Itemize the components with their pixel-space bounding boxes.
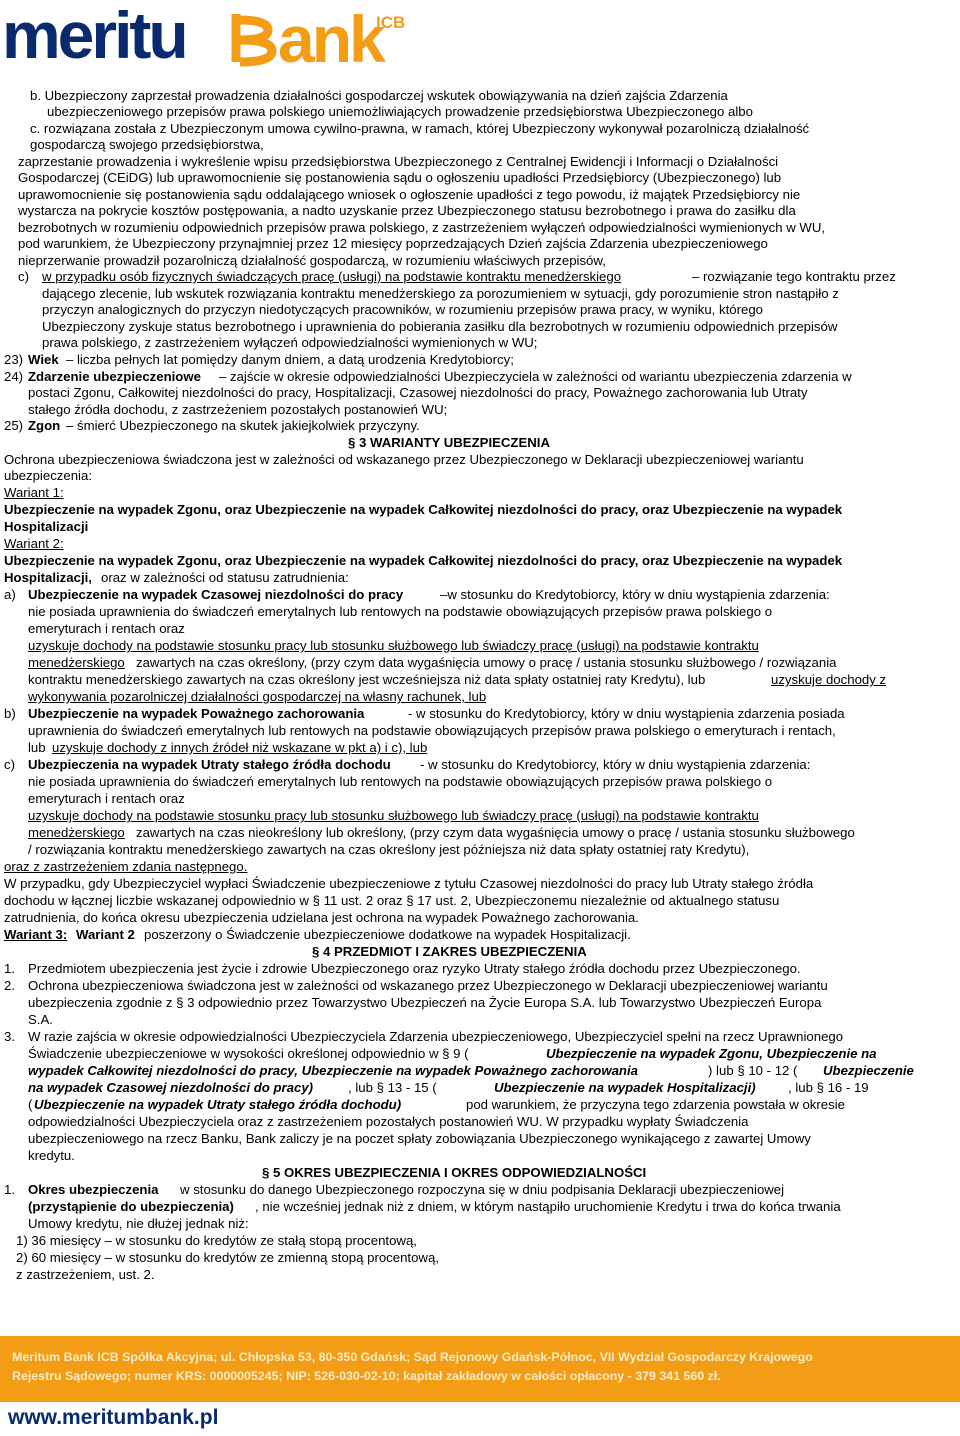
- text-line: Ubezpieczenie na wypadek Utraty stałego źródła dochodu): [34, 1097, 402, 1112]
- text-line: kredytu.: [28, 1148, 75, 1163]
- text-line: Ubezpieczenie na wypadek Zgonu, oraz Ubezpieczenie na wypadek Całkowitej niezdolności do pracy, oraz Ubezpieczenie na wypadek: [4, 553, 843, 568]
- term: Wariant 2: [76, 927, 135, 942]
- footer-line-2: Rejestru Sądowego; numer KRS: 0000005245; NIP: 526-030-02-10; kapitał zakładowy w całości opłacony - 379 341 560 zł.: [12, 1369, 721, 1383]
- text-line: kontraktu menedżerskiego zawartych na czas określony jest wcześniejsza niż data spłaty ostatniej raty Kredytu), lub: [28, 672, 706, 687]
- text-line: Przedmiotem ubezpieczenia jest życie i zdrowie Ubezpieczonego oraz ryzyko Utraty stałego źródła dochodu przez Ubezpieczonego.: [28, 961, 801, 976]
- logo-badge: ICB: [376, 13, 406, 32]
- text-line: , nie wcześniej jednak niż z dniem, w którym nastąpiło uruchomienie Kredytu i trwa do końca trwania: [255, 1199, 841, 1214]
- footer-band: [0, 1336, 960, 1402]
- text-line: bezrobotnych w rozumieniu odpowiednich przepisów prawa polskiego, z zastrzeżeniem wyłączeń odpowiedzialności wymienionych w WU,: [18, 220, 826, 235]
- text-line: Ubezpieczony zyskuje status bezrobotnego i uprawnienia do pobierania zasiłku dla bezrobotnych w rozumieniu odpowiednich przepisów: [42, 319, 838, 334]
- term: Ubezpieczenie na wypadek Poważnego zachorowania: [28, 706, 365, 721]
- text-line: prawa polskiego, z zastrzeżeniem wyłączeń odpowiedzialności wymienionych w WU;: [42, 335, 538, 350]
- footer-url-link[interactable]: www.meritumbank.pl: [8, 1406, 219, 1429]
- text-line: W przypadku, gdy Ubezpieczyciel wypłaci Świadczenie ubezpieczeniowe z tytułu Czasowej niezdolności do pracy lub Utraty stałego źródła: [4, 876, 814, 891]
- text-line: Ochrona ubezpieczeniowa świadczona jest w zależności od wskazanego przez Ubezpieczonego w Deklaracji ubezpieczeniowej wariantu: [28, 978, 828, 993]
- text-line: ) lub § 10 - 12 (: [708, 1063, 798, 1078]
- text-line: pod warunkiem, że przyczyna tego zdarzenia powstała w okresie: [466, 1097, 845, 1112]
- list-marker: c): [18, 269, 29, 284]
- text-line: Ubezpieczenie: [823, 1063, 914, 1078]
- section-heading: § 3 WARIANTY UBEZPIECZENIA: [348, 435, 550, 450]
- list-marker: a): [4, 587, 16, 602]
- text-line: – śmierć Ubezpieczonego na skutek jakiejkolwiek przyczyny.: [66, 418, 420, 433]
- text-line: uprawomocnienie się postanowienia sądu oddalającego wniosek o ogłoszenie upadłości z tego powodu, iż majątek Przedsiębiorcy nie: [18, 187, 801, 202]
- text-line: - w stosunku do Kredytobiorcy, który w dniu wystąpienia zdarzenia:: [420, 757, 811, 772]
- text-line: uprawnienia do świadczeń emerytalnych lub rentowych na podstawie obowiązujących przepisów prawa polskiego o emeryturach i rentach,: [28, 723, 836, 738]
- text-line: odpowiedzialności Ubezpieczyciela oraz z zastrzeżeniem pozostałych postanowień WU. W przypadku wypłaty Świadczenia: [28, 1114, 749, 1129]
- text-line: gospodarczą swojego przedsiębiorstwa,: [30, 137, 264, 152]
- text-line: uzyskuje dochody na podstawie stosunku pracy lub stosunku służbowego lub świadczy pracę (usługi) na podstawie kontraktu: [28, 638, 759, 653]
- text-line: – liczba pełnych lat pomiędzy danym dniem, a datą urodzenia Kredytobiorcy;: [66, 352, 514, 367]
- text-line: nieprzerwanie prowadził pozarolniczą działalność gospodarczą, w rozumieniu właściwych przepisów,: [18, 253, 606, 268]
- text-line: w przypadku osób fizycznych świadczących pracę (usługi) na podstawie kontraktu menedżerskiego: [42, 269, 622, 284]
- text-line: dochodu w łącznej liczbie wskazanej odpowiednio w § 11 ust. 2 oraz § 17 ust. 2, Ubezpieczonemu niezależnie od aktualnego statusu: [4, 893, 780, 908]
- text-line: menedżerskiego: [28, 655, 125, 670]
- section-heading: § 4 PRZEDMIOT I ZAKRES UBEZPIECZENIA: [312, 944, 587, 959]
- list-item: 2) 60 miesięcy – w stosunku do kredytów ze zmienną stopą procentową,: [16, 1250, 439, 1265]
- list-marker: 24): [4, 369, 24, 384]
- text-line: / rozwiązania kontraktu menedżerskiego zawartych na czas określony jest późniejsza niż data spłaty ostatniej raty Kredytu),: [28, 842, 750, 857]
- term: Zdarzenie ubezpieczeniowe: [28, 369, 201, 384]
- text-line: (: [28, 1097, 33, 1112]
- list-item: 1) 36 miesięcy – w stosunku do kredytów ze stałą stopą procentową,: [16, 1233, 417, 1248]
- text-line: poszerzony o Świadczenie ubezpieczeniowe dodatkowe na wypadek Hospitalizacji.: [144, 927, 631, 942]
- text-line: , lub § 16 - 19: [788, 1080, 869, 1095]
- text-line: postaci Zgonu, Całkowitej niezdolności do pracy, Hospitalizacji, Czasowej niezdolności do pracy, Poważnego zachorowania lub Utraty: [28, 385, 808, 400]
- variant-label: Wariant 2:: [4, 536, 64, 551]
- text-line: nie posiada uprawnienia do świadczeń emerytalnych lub rentowych na podstawie obowiązujących przepisów prawa polskiego o: [28, 774, 773, 789]
- logo-text-ank: ank: [278, 2, 383, 72]
- text-line: wykonywania pozarolniczej działalności gospodarczej na własny rachunek, lub: [28, 689, 487, 704]
- text-line: ubezpieczeniowego przepisów prawa polskiego uniemożliwiających prowadzenie przedsiębiorstwa Ubezpieczonego albo: [47, 104, 753, 119]
- text-line: w stosunku do danego Ubezpieczonego rozpoczyna się w dniu podpisania Deklaracji ubezpieczeniowej: [180, 1182, 785, 1197]
- text-line: z zastrzeżeniem, ust. 2.: [16, 1267, 155, 1282]
- text-line: stałego źródła dochodu, z zastrzeżeniem pozostałych postanowień WU;: [28, 402, 448, 417]
- text-line: Ubezpieczenie na wypadek Zgonu, Ubezpieczenie na: [546, 1046, 877, 1061]
- text-line: lub: [28, 740, 46, 755]
- text-line: c. rozwiązana została z Ubezpieczonym umowa cywilno-prawna, w ramach, której Ubezpieczony wykonywał pozarolniczą działalność: [30, 121, 810, 136]
- text-line: uzyskuje dochody z innych źródeł niż wskazane w pkt a) i c), lub: [52, 740, 428, 755]
- text-line: przyczyn analogicznych do przyczyn niedotyczących pracowników, w rozumieniu przepisów prawa pracy, w wyniku, którego: [42, 302, 763, 317]
- text-line: pod warunkiem, że Ubezpieczony przynajmniej przez 12 miesięcy poprzedzających Dzień zajścia Zdarzenia ubezpieczeniowego: [18, 236, 768, 251]
- text-line: zatrudnienia, do końca okresu ubezpieczenia udzielana jest ochrona na wypadek Poważnego zachorowania.: [4, 910, 639, 925]
- text-line: na wypadek Czasowej niezdolności do pracy): [28, 1080, 314, 1095]
- term: Ubezpieczenia na wypadek Utraty stałego źródła dochodu: [28, 757, 391, 772]
- text-line: zaprzestanie prowadzenia i wykreślenie wpisu przedsiębiorstwa Ubezpieczonego z Centralnej Ewidencji i Informacji o Działalności: [18, 154, 779, 169]
- text-line: Umowy kredytu, nie dłużej jednak niż:: [28, 1216, 249, 1231]
- text-line: wypadek Całkowitej niezdolności do pracy, Ubezpieczenie na wypadek Poważnego zachorowania: [28, 1063, 638, 1078]
- text-line: W razie zajścia w okresie odpowiedzialności Ubezpieczyciela Zdarzenia ubezpieczeniowego, Ubezpieczyciel spełni na rzecz Uprawnionego: [28, 1029, 844, 1044]
- text-line: b. Ubezpieczony zaprzestał prowadzenia działalności gospodarczej wskutek obowiązywania na dzień zajścia Zdarzenia: [30, 88, 728, 103]
- variant-label: Wariant 3:: [4, 927, 68, 942]
- term: Zgon: [28, 418, 61, 433]
- list-marker: 25): [4, 418, 24, 433]
- term: Ubezpieczenie na wypadek Czasowej niezdolności do pracy: [28, 587, 404, 602]
- term: Wiek: [28, 352, 59, 367]
- term: (przystąpienie do ubezpieczenia): [28, 1199, 234, 1214]
- text-line: ubezpieczenia:: [4, 468, 92, 483]
- text-line: nie posiada uprawnienia do świadczeń emerytalnych lub rentowych na podstawie obowiązujących przepisów prawa polskiego o: [28, 604, 773, 619]
- text-line: – rozwiązanie tego kontraktu przez: [692, 269, 896, 284]
- text-line: emeryturach i rentach oraz: [28, 791, 185, 806]
- text-line: , lub § 13 - 15 (: [348, 1080, 437, 1095]
- text-line: wystarcza na pokrycie kosztów postępowania, a nadto uzyskanie przez Ubezpieczonego statusu bezrobotnego i prawa do zasiłku dla: [18, 203, 796, 218]
- term: Okres ubezpieczenia: [28, 1182, 159, 1197]
- text-line: ubezpieczeniowego na rzecz Banku, Bank zaliczy je na poczet spłaty zobowiązania Ubezpieczonego wynikającego z zawartej Umowy: [28, 1131, 811, 1146]
- text-line: Ochrona ubezpieczeniowa świadczona jest w zależności od wskazanego przez Ubezpieczonego w Deklaracji ubezpieczeniowej wariantu: [4, 452, 804, 467]
- text-line: zawartych na czas nieokreślony lub określony, (przy czym data wygaśnięcia umowy o pracę / ustania stosunku służbowego: [136, 825, 855, 840]
- list-marker: b): [4, 706, 16, 721]
- text-line: oraz w zależności od statusu zatrudnienia:: [101, 570, 349, 585]
- text-line: Gospodarczej (CEiDG) lub uprawomocnienie się postanowienia sądu o ogłoszeniu upadłości Przedsiębiorcy (Ubezpieczonego) lub: [18, 170, 782, 185]
- text-line: oraz z zastrzeżeniem zdania następnego.: [4, 859, 248, 874]
- text-line: uzyskuje dochody na podstawie stosunku pracy lub stosunku służbowego lub świadczy pracę (usługi) na podstawie kontraktu: [28, 808, 759, 823]
- text-line: emeryturach i rentach oraz: [28, 621, 185, 636]
- text-line: uzyskuje dochody z: [771, 672, 887, 687]
- list-marker: 2.: [4, 978, 15, 993]
- meritum-bank-logo: [0, 0, 420, 72]
- text-line: zawartych na czas określony, (przy czym data wygaśnięcia umowy o pracę / ustania stosunku służbowego / rozwiązania: [136, 655, 837, 670]
- text-line: Świadczenie ubezpieczeniowe w wysokości określonej odpowiednio w § 9 (: [28, 1046, 469, 1061]
- text-line: Hospitalizacji,: [4, 570, 92, 585]
- list-marker: 1.: [4, 1182, 15, 1197]
- text-line: ubezpieczenia zgodnie z § 3 odpowiednio przez Towarzystwo Ubezpieczeń na Życie Europa S.A. lub Towarzystwo Ubezpieczeń Europa: [28, 995, 822, 1010]
- section-heading: § 5 OKRES UBEZPIECZENIA I OKRES ODPOWIEDZIALNOŚCI: [262, 1165, 647, 1180]
- text-line: Ubezpieczenie na wypadek Zgonu, oraz Ubezpieczenie na wypadek Całkowitej niezdolności do pracy, oraz Ubezpieczenie na wypadek: [4, 502, 843, 517]
- list-marker: 3.: [4, 1029, 15, 1044]
- variant-label: Wariant 1:: [4, 485, 64, 500]
- text-line: Ubezpieczenie na wypadek Hospitalizacji): [494, 1080, 756, 1095]
- text-line: – zajście w okresie odpowiedzialności Ubezpieczyciela w zależności od wariantu ubezpieczenia zdarzenia w: [219, 369, 852, 384]
- footer-line-1: Meritum Bank ICB Spółka Akcyjna; ul. Chłopska 53, 80-350 Gdańsk; Sąd Rejonowy Gdańsk-Północ, VII Wydział Gospodarczy Krajowego: [12, 1350, 813, 1364]
- text-line: –w stosunku do Kredytobiorcy, który w dniu wystąpienia zdarzenia:: [440, 587, 830, 602]
- text-line: S.A.: [28, 1012, 53, 1027]
- list-marker: 23): [4, 352, 24, 367]
- list-marker: 1.: [4, 961, 15, 976]
- text-line: dającego zlecenie, lub wskutek rozwiązania kontraktu menedżerskiego za porozumieniem w sytuacji, gdy porozumienie stron nastąpiło z: [42, 286, 839, 301]
- text-line: Hospitalizacji: [4, 519, 89, 534]
- list-marker: c): [4, 757, 15, 772]
- logo-b-mark-icon: [236, 14, 272, 62]
- text-line: - w stosunku do Kredytobiorcy, który w dniu wystąpienia zdarzenia posiada: [408, 706, 845, 721]
- text-line: menedżerskiego: [28, 825, 125, 840]
- logo-text: meritu: [2, 0, 186, 72]
